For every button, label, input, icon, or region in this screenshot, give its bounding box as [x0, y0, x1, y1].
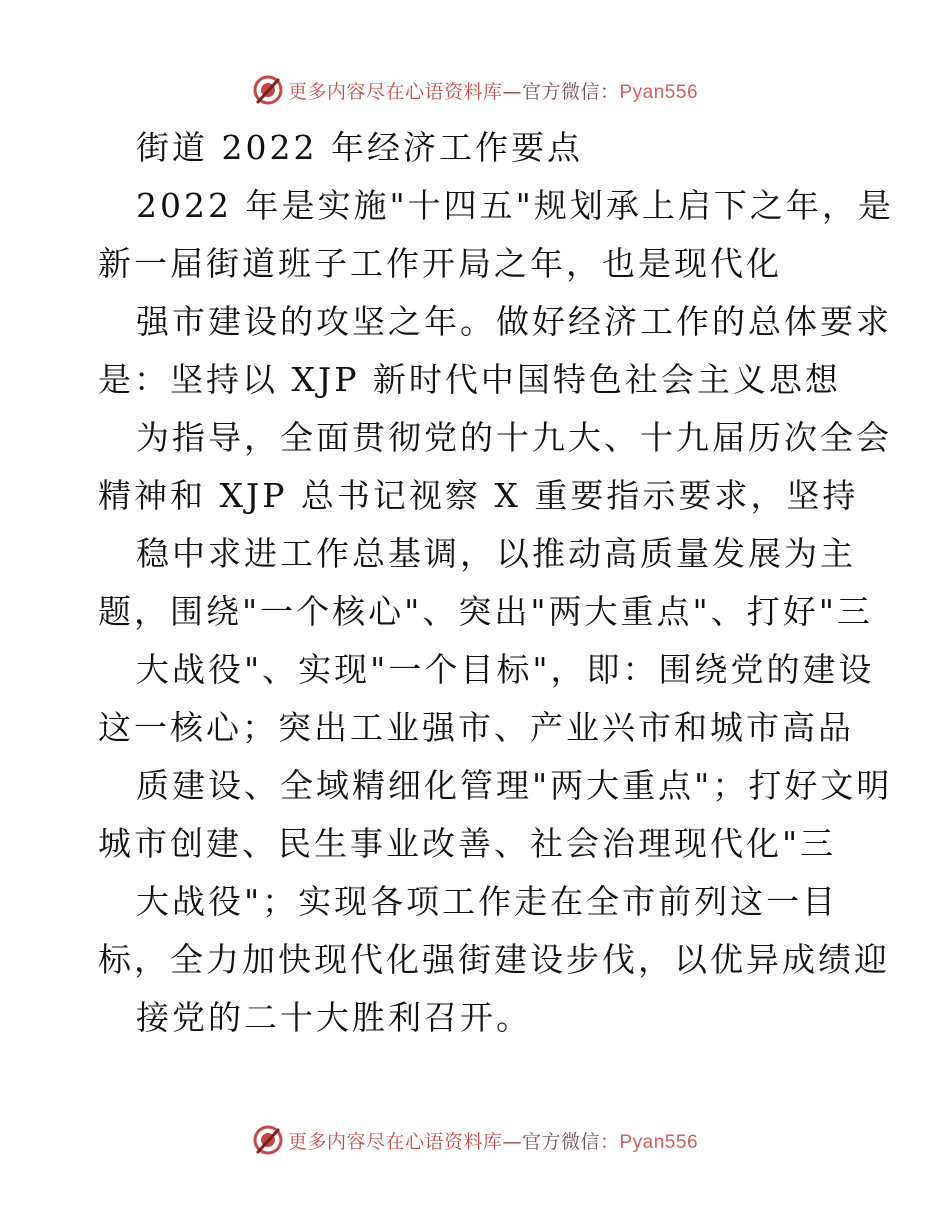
document-line: 强市建设的攻坚之年。做好经济工作的总体要求: [136, 302, 892, 341]
document-title: 街道 2022 年经济工作要点: [136, 128, 583, 167]
watermark-text: [288, 1127, 698, 1154]
document-line: 是：坚持以 XJP 新时代中国特色社会主义思想: [98, 360, 841, 399]
watermark-text: [288, 77, 698, 104]
document-line: 为指导，全面贯彻党的十九大、十九届历次全会: [136, 418, 892, 457]
watermark-id: Pyan556: [619, 1131, 699, 1153]
footer-watermark: [0, 1120, 950, 1160]
document-line: 接党的二十大胜利召开。: [136, 998, 532, 1037]
seal-logo-icon: [252, 74, 284, 106]
document-line: 城市创建、民生事业改善、社会治理现代化"三: [98, 824, 837, 863]
watermark-label: 官方微信：: [521, 80, 620, 103]
watermark-separator: —: [502, 1130, 522, 1153]
watermark-id: Pyan556: [619, 81, 699, 103]
document-line: 精神和 XJP 总书记视察 X 重要指示要求，坚持: [98, 476, 859, 515]
watermark-label: 官方微信：: [521, 1130, 620, 1153]
document-line: 2022 年是实施"十四五"规划承上启下之年，是: [136, 186, 894, 225]
document-line: 新一届街道班子工作开局之年，也是现代化: [98, 244, 782, 283]
document-line: 题，围绕"一个核心"、突出"两大重点"、打好"三: [98, 592, 873, 631]
watermark-separator: —: [502, 80, 522, 103]
watermark-main: 更多内容尽在心语资料库: [287, 1130, 503, 1153]
document-line: 稳中求进工作总基调，以推动高质量发展为主: [136, 534, 856, 573]
watermark-main: 更多内容尽在心语资料库: [287, 80, 503, 103]
document-line: 大战役"、实现"一个目标"，即：围绕党的建设: [136, 650, 875, 689]
document-line: 大战役"；实现各项工作走在全市前列这一目: [136, 882, 839, 921]
document-line: 标，全力加快现代化强街建设步伐，以优异成绩迎: [98, 940, 890, 979]
document-line: 质建设、全域精细化管理"两大重点"；打好文明: [136, 766, 893, 805]
document-line: 这一核心；突出工业强市、产业兴市和城市高品: [98, 708, 854, 747]
seal-logo-icon: [252, 1124, 284, 1156]
header-watermark: [0, 70, 950, 110]
